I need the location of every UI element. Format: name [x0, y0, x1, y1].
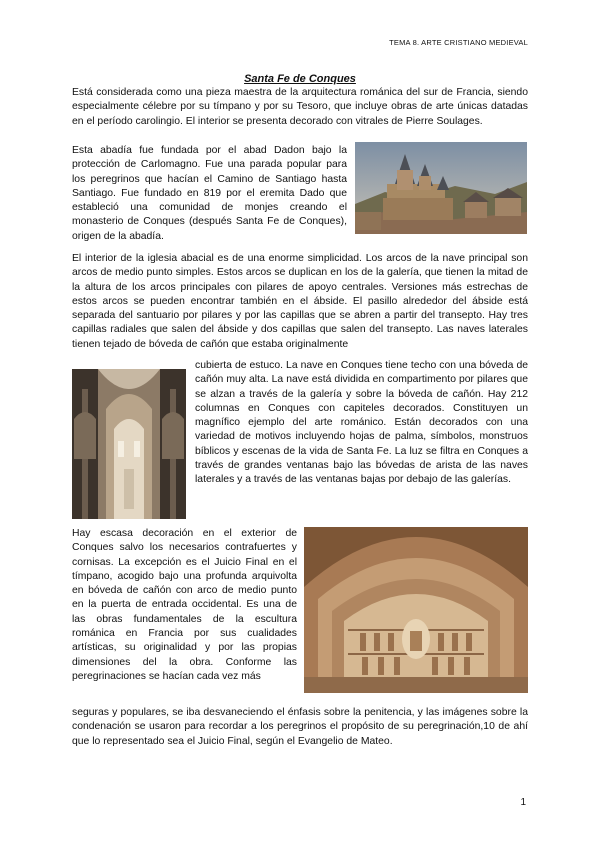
running-header: TEMA 8. ARTE CRISTIANO MEDIEVAL [389, 38, 528, 47]
page-title: Santa Fe de Conques [244, 73, 356, 85]
tympanum-photo [304, 527, 528, 693]
page-number: 1 [520, 797, 526, 808]
paragraph-exterior: Hay escasa decoración en el exterior de Conques salvo los necesarios contrafuertes y cornisas. La excepción es el Juicio Final en el tímpano, acogido bajo una profunda arquivolta en bóveda de cañón con arco de medio punto en la puerta de entrada occidental. Es una de las obras fundamentales de la escultura románica en Francia por sus cualidades artísticas, su originalidad y por las propias dimensiones del la obra. Conforme las peregrinaciones se hacían cada vez más [72, 528, 297, 682]
abbey-exterior-photo [355, 142, 527, 234]
paragraph-intro: Está considerada como una pieza maestra de la arquitectura románica del sur de Francia, siendo especialmente célebre por su tímpano y por su Tesoro, que incluye obras de arte únicas datadas en el período carolingio. El interior se presenta decorado con vitrales de Pierre Soulages. [72, 87, 528, 127]
paragraph-interior: El interior de la iglesia abacial es de una enorme simplicidad. Los arcos de la nave principal son arcos de medio punto simples. Estos arcos se duplican en los de la galería, que tienen la mitad de la altura de los arcos principales con pilares de apoyo centrales. Versiones más estrechas de estos arcos se pueden encontrar también en el ábside. El pasillo alrededor del ábside está separada del santuario por pilares y por las capillas que se abren a partir del transepto. Hay tres capillas radiales que salen del ábside y dos capillas que salen del transepto. Las naves laterales tienen tejado de bóveda de cañón que estaba originalmente [72, 253, 528, 350]
paragraph-nave: cubierta de estuco. La nave en Conques tiene techo con una bóveda de cañón muy alta. La nave está dividida en compartimento por pilares que se alzan a través de la galería y sobre la bóveda de cañón. Hay 212 columnas en Conques con capiteles decorados. Constituyen un magnífico ejemplo del arte románico. Están decorados con una variedad de motivos incluyendo hojas de palma, símbolos, monstruos bíblicos y escenas de la vida de Santa Fe. La luz se filtra en Conques a través de grandes ventanas bajo las bóvedas de arista de las naves laterales y a través de las ventanas bajas por debajo de las galerías. [195, 360, 528, 486]
nave-interior-photo [72, 369, 186, 519]
paragraph-foundation: Esta abadía fue fundada por el abad Dadon bajo la protección de Carlomagno. Fue una parada popular para los peregrinos que hacían el Camino de Santiago hasta Santiago. Fue fundado en 819 por el eremita Dado que estableció una comunidad de monjes creando el monasterio de Conques (después Santa Fe de Conques), origen de la abadía. [72, 145, 347, 242]
paragraph-judgment: seguras y populares, se iba desvaneciendo el énfasis sobre la penitencia, y las imágenes sobre la condenación se usaron para recordar a los peregrinos el propósito de su peregrinación,10 de ahí que lo representado sea el Juicio Final, según el Evangelio de Mateo. [72, 707, 528, 747]
